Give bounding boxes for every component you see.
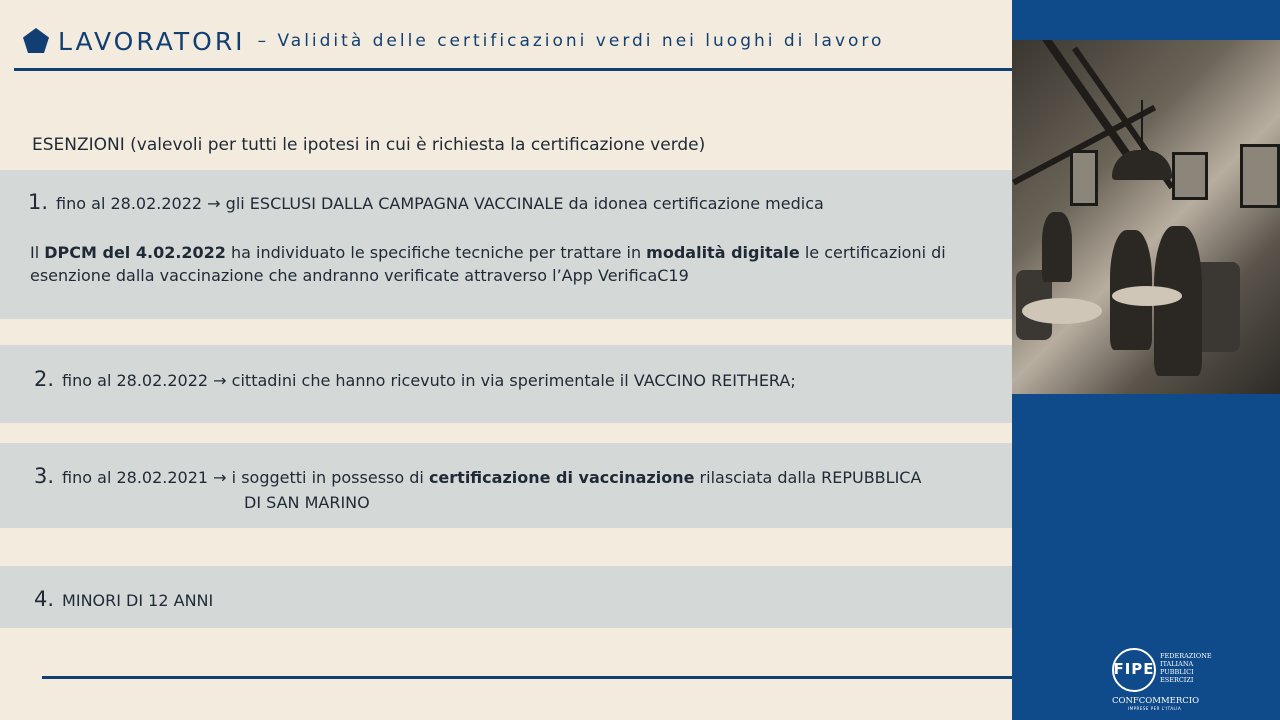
logo-confcommercio: CONFCOMMERCIO [1112, 696, 1200, 706]
page-title: LAVORATORI [58, 26, 246, 56]
page-subtitle: – Validità delle certificazioni verdi nei luoghi di lavoro [257, 31, 885, 51]
item-number: 2. [34, 367, 55, 391]
item-date: 28.02.2022 [116, 371, 209, 390]
item-number: 3. [34, 464, 55, 488]
title-divider [14, 68, 1012, 71]
item-text-end: da idonea certificazione medica [563, 194, 824, 213]
item-bold-country: REPUBBLICA [821, 468, 922, 487]
exemption-item-3 [34, 464, 921, 488]
note-bold-dpcm: DPCM del 4.02.2022 [44, 243, 226, 262]
exemption-item-2 [34, 367, 796, 391]
logo-line: ESERCIZI [1160, 676, 1194, 684]
note-text: ha individuato le specifiche tecniche per trattare in [225, 243, 647, 262]
note-text: Il [30, 243, 45, 262]
title-row [22, 24, 884, 58]
cafe-photo [1012, 40, 1280, 394]
logo-line: PUBBLICI [1160, 668, 1194, 676]
note-bold-digital: modalità digitale [646, 243, 800, 262]
note-text: le certificazioni di esenzione dalla vaccinazione che andranno verificate attraverso l’App VerificaC19 [30, 243, 946, 285]
item-date: 28.02.2021 [116, 468, 209, 487]
logo-initials: FIPE [1113, 660, 1155, 678]
item-number: 1. [28, 190, 49, 214]
item-text: → cittadini che hanno ricevuto in via sperimentale il [208, 371, 634, 390]
item-text: fino al [62, 468, 117, 487]
pentagon-icon [22, 27, 50, 55]
item-bold: VACCINO REITHERA [633, 371, 791, 390]
bottom-divider [42, 676, 1012, 679]
logo-federation-text [1160, 652, 1220, 684]
logo-confcommercio-sub: IMPRESE PER L'ITALIA [1128, 706, 1182, 711]
item-number: 4. [34, 587, 55, 611]
item-bold: ESCLUSI DALLA CAMPAGNA VACCINALE [249, 194, 564, 213]
exemption-item-3-line2: DI SAN MARINO [244, 493, 370, 512]
exemption-item-4 [34, 587, 213, 611]
exemptions-heading: ESENZIONI (valevoli per tutti le ipotesi in cui è richiesta la certificazione verde) [32, 135, 706, 155]
item-bold: certificazione di vaccinazione [428, 468, 695, 487]
fipe-logo [1110, 648, 1220, 712]
item-text: MINORI DI 12 ANNI [62, 591, 214, 610]
exemption-item-1 [28, 190, 824, 214]
item-text: → i soggetti in possesso di [208, 468, 429, 487]
logo-line: FEDERAZIONE [1160, 652, 1212, 660]
dpcm-note [30, 241, 990, 287]
item-text: fino al [62, 371, 117, 390]
item-text-end: ; [790, 371, 796, 390]
item-text: fino al 28.02.2022 → gli [56, 194, 250, 213]
logo-line: ITALIANA [1160, 660, 1194, 668]
item-text: rilasciata dalla [694, 468, 822, 487]
